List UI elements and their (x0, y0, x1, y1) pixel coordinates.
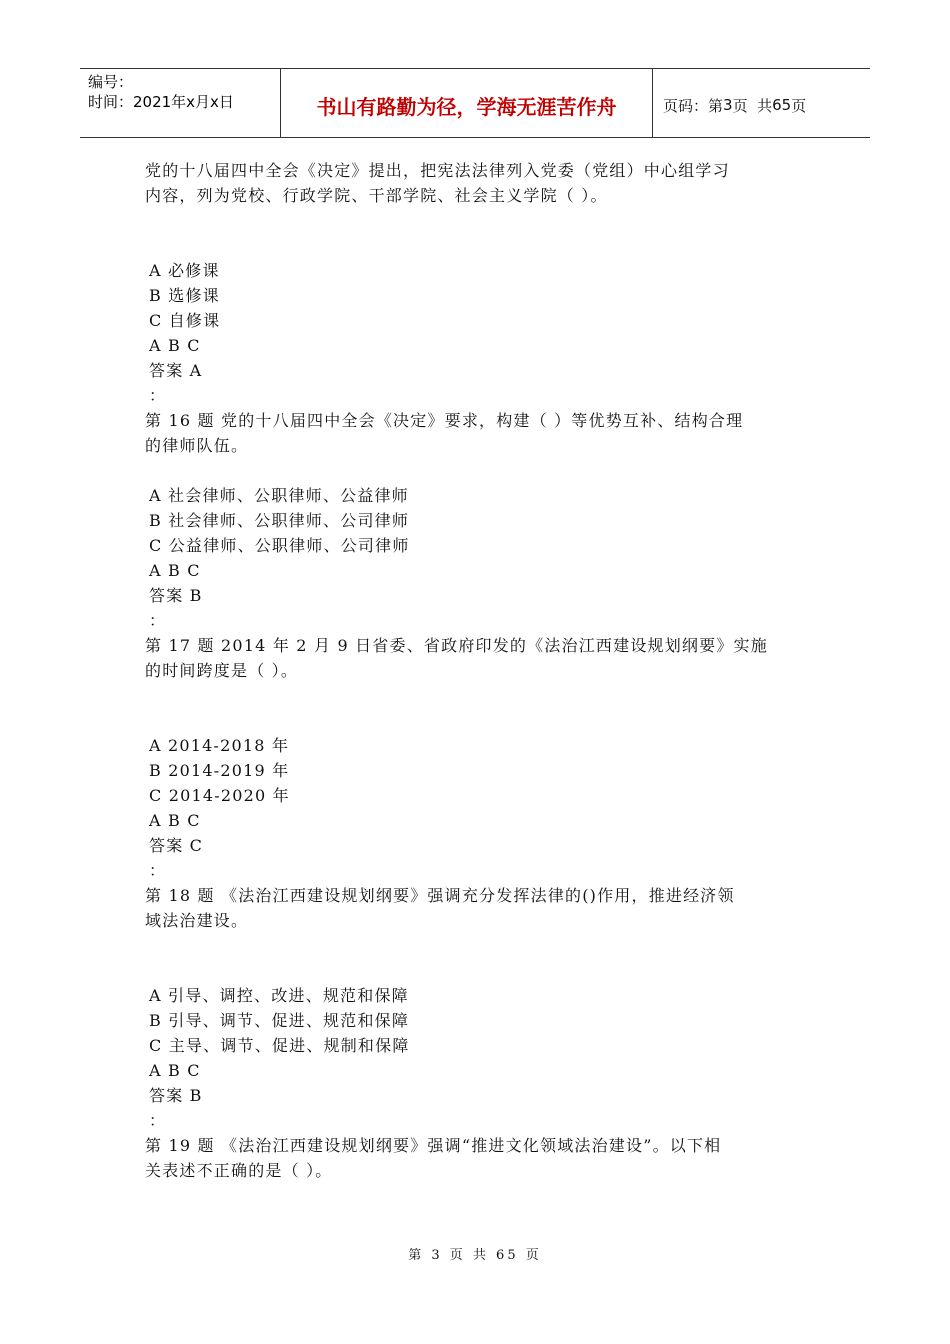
answer-option: B 选修课 (149, 286, 220, 305)
page-mid: 页 共 (732, 96, 773, 115)
question-text: 的时间跨度是（ ）。 (145, 661, 299, 680)
answer-colon: ： (149, 1111, 167, 1130)
page-prefix: 页码：第 (663, 96, 724, 115)
answer-key: 答案 B (149, 1086, 203, 1105)
answer-key: 答案 C (149, 836, 204, 855)
answer-option: A 引导、调控、改进、规范和保障 (149, 986, 409, 1005)
answer-option: B 2014-2019 年 (149, 761, 290, 780)
spacer (145, 208, 810, 258)
choice-letters: A B C (149, 811, 201, 830)
answer-option: C 公益律师、公职律师、公司律师 (149, 536, 410, 555)
time-label: 时间：2021年x月x日 (88, 93, 234, 111)
answer-option: C 自修课 (149, 311, 221, 330)
answer-option: C 2014-2020 年 (149, 786, 290, 805)
question-text: 域法治建设。 (145, 911, 249, 930)
spacer (145, 458, 810, 483)
spacer (145, 683, 810, 733)
answer-option: A 社会律师、公职律师、公益律师 (149, 486, 409, 505)
choice-letters: A B C (149, 336, 201, 355)
page-header (80, 68, 870, 138)
question-text: 第 16 题 党的十八届四中全会《决定》要求，构建（ ）等优势互补、结构合理 (145, 411, 744, 430)
question-text: 第 18 题 《法治江西建设规划纲要》强调充分发挥法律的()作用，推进经济领 (145, 886, 735, 905)
header-motto: 书山有路勤为径，学海无涯苦作舟 (281, 69, 653, 137)
question-text: 党的十八届四中全会《决定》提出，把宪法法律列入党委（党组）中心组学习 (145, 161, 730, 180)
choice-letters: A B C (149, 1061, 201, 1080)
header-page-info (653, 69, 870, 137)
serial-label: 编号： (88, 73, 134, 91)
question-text: 第 19 题 《法治江西建设规划纲要》强调“推进文化领域法治建设”。以下相 (145, 1136, 722, 1155)
page-suffix: 页 (791, 96, 807, 115)
answer-colon: ： (149, 386, 167, 405)
choice-letters: A B C (149, 561, 201, 580)
document-body (145, 158, 810, 1183)
answer-option: A 2014-2018 年 (149, 736, 290, 755)
question-text: 内容，列为党校、行政学院、干部学院、社会主义学院（ ）。 (145, 186, 608, 205)
header-meta (80, 69, 281, 137)
answer-option: B 社会律师、公职律师、公司律师 (149, 511, 410, 530)
answer-colon: ： (149, 861, 167, 880)
page-footer: 第 3 页 共 65 页 (408, 1248, 542, 1263)
page-total: 65 (772, 96, 792, 114)
answer-option: B 引导、调节、促进、规范和保障 (149, 1011, 410, 1030)
question-text: 第 17 题 2014 年 2 月 9 日省委、省政府印发的《法治江西建设规划纲要》实施 (145, 636, 768, 655)
question-text: 的律师队伍。 (145, 436, 249, 455)
page-number: 3 (723, 96, 733, 114)
answer-option: C 主导、调节、促进、规制和保障 (149, 1036, 410, 1055)
spacer (145, 933, 810, 983)
answer-colon: ： (149, 611, 167, 630)
answer-key: 答案 B (149, 586, 203, 605)
answer-key: 答案 A (149, 361, 203, 380)
question-text: 关表述不正确的是（ ）。 (145, 1161, 333, 1180)
answer-option: A 必修课 (149, 261, 220, 280)
